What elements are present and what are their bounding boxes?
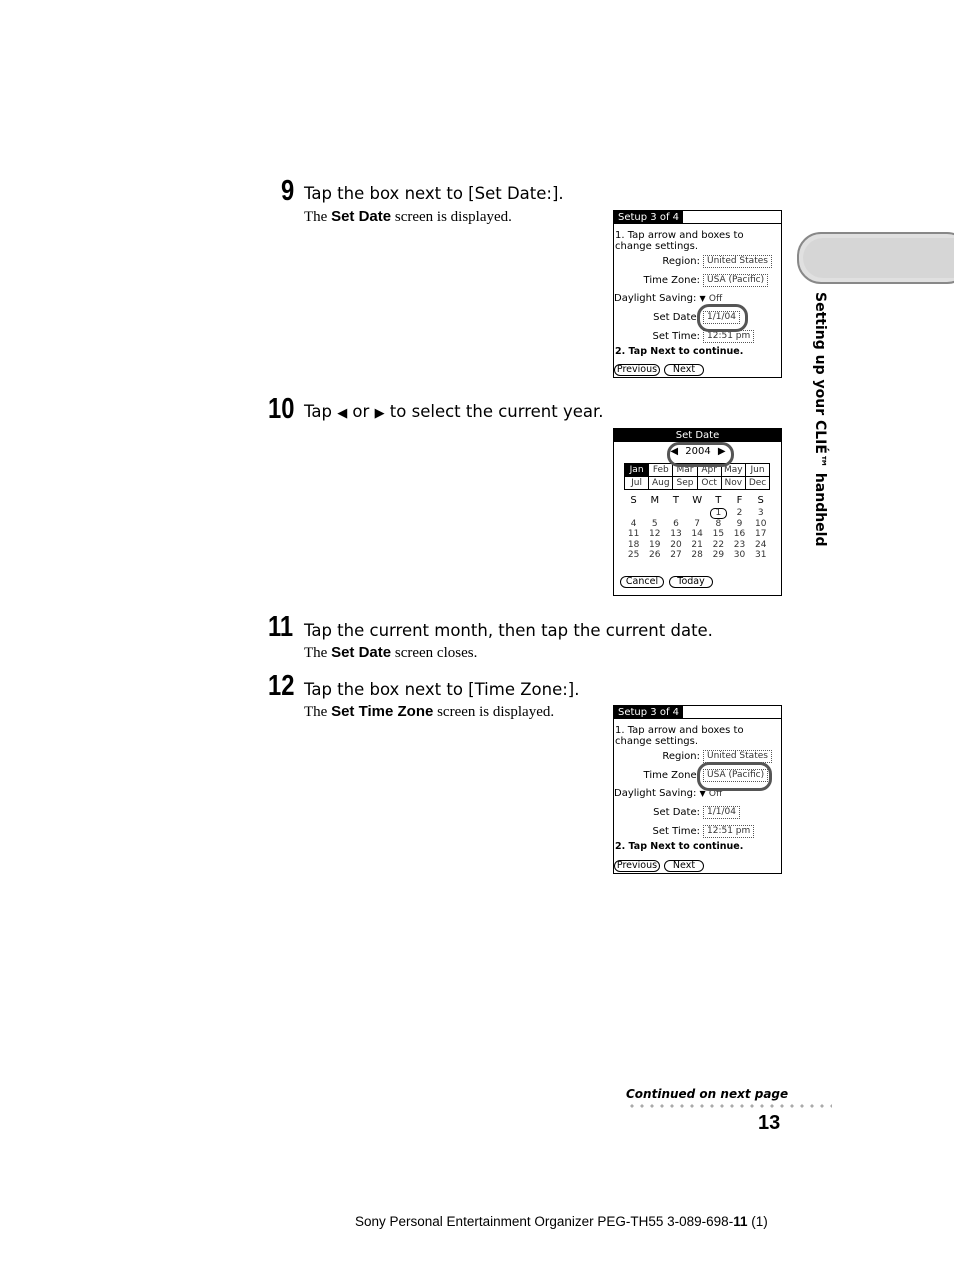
instruction-line: change settings. xyxy=(615,241,699,252)
month-may[interactable]: May xyxy=(722,464,746,477)
day-30[interactable]: 30 xyxy=(733,550,746,560)
continued-note: Continued on next page xyxy=(626,1087,789,1101)
step-12-description: The Set Time Zone screen is displayed. xyxy=(304,703,555,720)
step-10-title: Tap ◀ or ▶ to select the current year. xyxy=(304,402,604,421)
dotted-divider xyxy=(627,1104,832,1108)
day-29[interactable]: 29 xyxy=(712,550,725,560)
step-12-number: 12 xyxy=(268,670,295,702)
setup-header: Setup 3 of 4 xyxy=(614,211,683,224)
time-zone-field[interactable]: USA (Pacific) xyxy=(703,769,768,782)
day-8[interactable]: 8 xyxy=(715,518,722,529)
set-date-label: Set Date: xyxy=(653,807,700,818)
set-time-field[interactable]: 12:51 pm xyxy=(703,825,754,838)
month-jul[interactable]: Jul xyxy=(625,477,649,490)
set-date-label: Set Date: xyxy=(653,312,700,323)
day-4[interactable]: 4 xyxy=(630,518,637,529)
month-mar[interactable]: Mar xyxy=(673,464,697,477)
day-grid xyxy=(623,508,771,561)
month-dec[interactable]: Dec xyxy=(746,477,770,490)
instruction-line: 1. Tap arrow and boxes to xyxy=(615,725,744,736)
day-13[interactable]: 13 xyxy=(670,529,682,539)
day-25[interactable]: 25 xyxy=(627,550,640,560)
daylight-saving-row: Daylight Saving: ▼ Off xyxy=(614,293,723,304)
day-empty xyxy=(644,508,665,519)
day-14[interactable]: 14 xyxy=(691,529,703,539)
today-button[interactable]: Today xyxy=(669,576,713,588)
year-value: 2004 xyxy=(685,446,711,457)
weekday-label: S xyxy=(630,495,637,506)
weekday-label: T xyxy=(715,495,722,506)
highlight-ring xyxy=(697,762,772,791)
continue-instruction: 2. Tap Next to continue. xyxy=(615,841,744,852)
day-7[interactable]: 7 xyxy=(694,518,701,529)
day-17[interactable]: 17 xyxy=(754,529,767,539)
day-31[interactable]: 31 xyxy=(754,550,767,560)
instruction-line: change settings. xyxy=(615,736,699,747)
dropdown-arrow-icon: ▼ xyxy=(699,294,706,303)
day-19[interactable]: 19 xyxy=(649,539,661,550)
region-label: Region: xyxy=(662,256,700,267)
right-arrow-icon: ▶ xyxy=(374,406,385,421)
weekday-label: S xyxy=(757,495,764,506)
day-2[interactable]: 2 xyxy=(736,508,743,518)
step-11-number: 11 xyxy=(268,611,294,643)
weekday-label: T xyxy=(672,495,680,506)
instruction-line: 1. Tap arrow and boxes to xyxy=(615,230,744,241)
left-arrow-icon: ◀ xyxy=(337,406,348,421)
section-tab xyxy=(797,232,954,284)
time-zone-field[interactable]: USA (Pacific) xyxy=(703,274,768,287)
dropdown-arrow-icon: ▼ xyxy=(699,789,706,798)
set-date-field[interactable]: 1/1/04 xyxy=(703,806,740,819)
day-3[interactable]: 3 xyxy=(757,508,764,518)
set-time-label: Set Time: xyxy=(652,331,700,342)
day-22[interactable]: 22 xyxy=(712,539,725,550)
month-sep[interactable]: Sep xyxy=(673,477,697,490)
step-11-description: The Set Date screen closes. xyxy=(304,644,478,661)
next-year-icon[interactable]: ▶ xyxy=(717,446,726,457)
day-18[interactable]: 18 xyxy=(627,539,640,550)
daylight-saving-row: Daylight Saving: ▼ Off xyxy=(614,788,723,799)
setup-header: Setup 3 of 4 xyxy=(614,706,683,719)
set-time-label: Set Time: xyxy=(652,826,700,837)
weekday-label: F xyxy=(736,495,743,506)
month-grid xyxy=(624,463,770,490)
day-16[interactable]: 16 xyxy=(733,529,746,539)
prev-year-icon[interactable]: ◀ xyxy=(670,446,679,457)
cancel-button[interactable]: Cancel xyxy=(620,576,664,588)
day-15[interactable]: 15 xyxy=(712,529,725,539)
day-empty xyxy=(623,508,644,519)
day-24[interactable]: 24 xyxy=(754,539,767,550)
month-jan[interactable]: Jan xyxy=(625,464,649,477)
day-26[interactable]: 26 xyxy=(649,550,661,560)
weekday-label: W xyxy=(692,495,703,506)
region-field[interactable]: United States xyxy=(703,255,772,268)
month-aug[interactable]: Aug xyxy=(649,477,673,490)
day-23[interactable]: 23 xyxy=(733,539,746,550)
step-9-title: Tap the box next to [Set Date:]. xyxy=(304,184,564,203)
time-zone-label: Time Zone: xyxy=(643,275,700,286)
day-20[interactable]: 20 xyxy=(670,539,682,550)
day-21[interactable]: 21 xyxy=(691,539,703,550)
previous-button[interactable]: Previous xyxy=(614,364,660,376)
month-jun[interactable]: Jun xyxy=(746,464,770,477)
time-zone-label: Time Zone: xyxy=(643,770,700,781)
next-button[interactable]: Next xyxy=(664,364,704,376)
day-6[interactable]: 6 xyxy=(673,518,679,529)
day-empty xyxy=(687,508,708,519)
weekday-header xyxy=(623,495,771,507)
weekday-label: M xyxy=(650,495,660,506)
next-button[interactable]: Next xyxy=(664,860,704,872)
day-empty xyxy=(665,508,686,519)
day-9[interactable]: 9 xyxy=(736,518,743,529)
highlight-ring xyxy=(697,304,748,332)
month-oct[interactable]: Oct xyxy=(698,477,722,490)
previous-button[interactable]: Previous xyxy=(614,860,660,872)
day-1[interactable]: 1 xyxy=(710,508,727,519)
step-10-number: 10 xyxy=(268,393,295,425)
day-10[interactable]: 10 xyxy=(754,518,767,529)
set-date-title: Set Date xyxy=(614,429,781,442)
highlight-ring xyxy=(667,442,734,467)
step-9-number: 9 xyxy=(281,175,295,207)
step-9-description: The Set Date screen is displayed. xyxy=(304,208,512,225)
month-feb[interactable]: Feb xyxy=(649,464,673,477)
region-label: Region: xyxy=(662,751,700,762)
day-27[interactable]: 27 xyxy=(670,550,682,560)
day-11[interactable]: 11 xyxy=(627,529,640,539)
footer-text: Sony Personal Entertainment Organizer PEG-TH55 3-089-698-11 (1) xyxy=(355,1214,768,1229)
section-title: Setting up your CLIÉ™ handheld xyxy=(812,292,828,547)
continue-instruction: 2. Tap Next to continue. xyxy=(615,346,744,357)
set-date-field[interactable]: 1/1/04 xyxy=(703,311,740,324)
set-time-field[interactable]: 12:51 pm xyxy=(703,330,754,343)
day-12[interactable]: 12 xyxy=(649,529,661,539)
region-field[interactable]: United States xyxy=(703,750,772,763)
step-11-title: Tap the current month, then tap the current date. xyxy=(304,621,713,640)
setup-screen-1 xyxy=(613,210,782,378)
day-28[interactable]: 28 xyxy=(691,550,703,560)
page-number: 13 xyxy=(758,1112,781,1134)
month-nov[interactable]: Nov xyxy=(722,477,746,490)
month-apr[interactable]: Apr xyxy=(698,464,722,477)
step-12-title: Tap the box next to [Time Zone:]. xyxy=(304,680,580,699)
day-5[interactable]: 5 xyxy=(651,518,658,529)
